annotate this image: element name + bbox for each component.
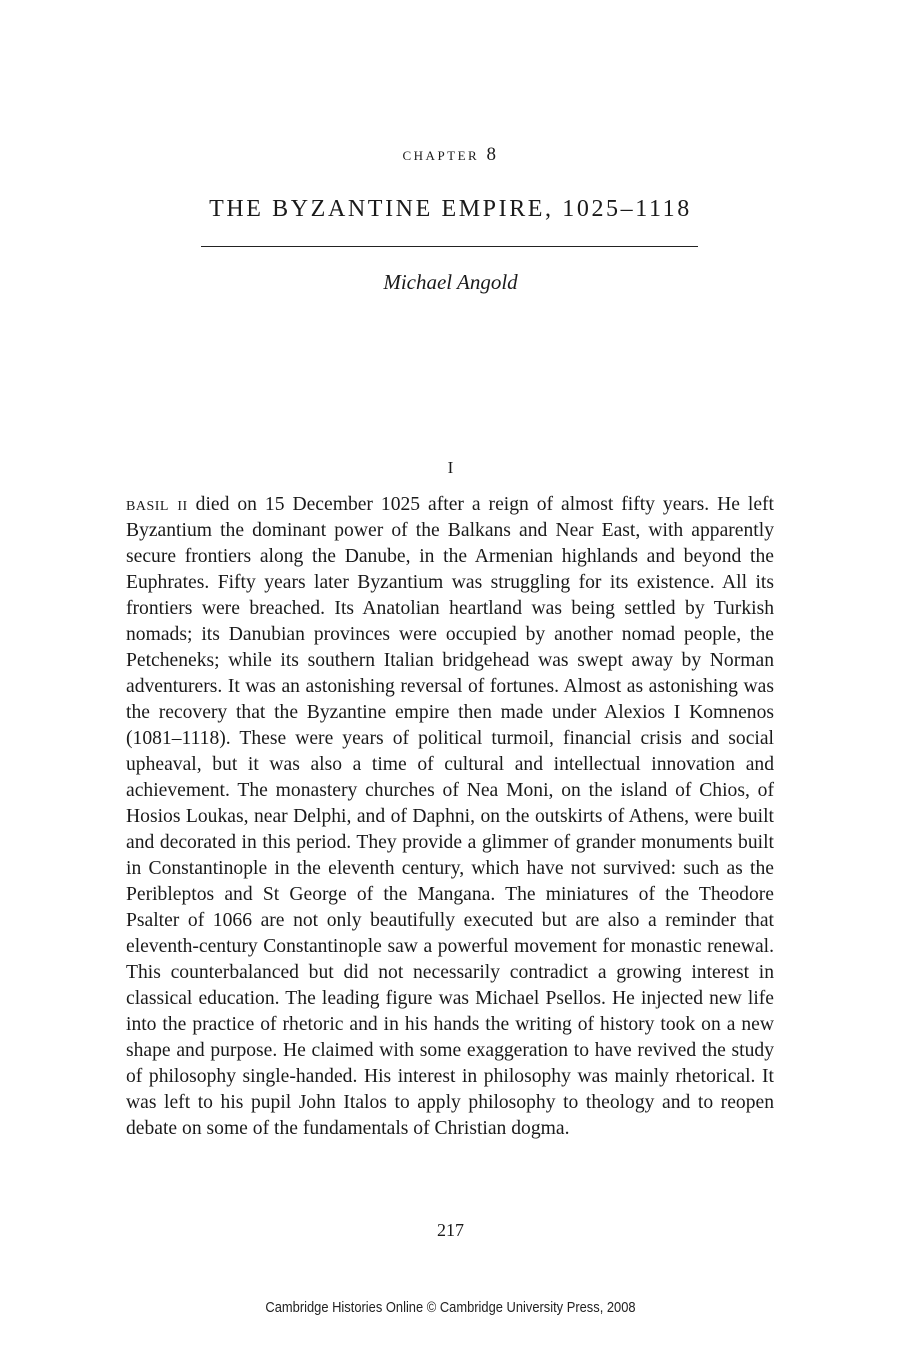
chapter-word: chapter [402,144,480,165]
chapter-number: 8 [486,144,499,165]
chapter-author: Michael Angold [383,270,518,294]
paragraph-lead-in: basil ii [126,494,188,515]
page-number: 217 [437,1220,464,1240]
copyright-footer: Cambridge Histories Online © Cambridge University Press, 2008 [265,1299,636,1316]
body-paragraph [126,492,774,1142]
chapter-label [0,144,901,166]
paragraph-text: died on 15 December 1025 after a reign of almost fifty years. He left Byzantium the dominant power of the Balkans and Near East, with apparently secure frontiers along the Danube, in the Armenian highlands and beyond the Euphrates. Fifty years later Byzantium was struggling for its existence. All its frontiers were breached. Its Anatolian heartland was being settled by Turkish nomads; its Danubian provinces were occupied by another nomad people, the Petcheneks; while its southern Italian bridgehead was swept away by Norman adventurers. It was an astonishing reversal of fortunes. Almost as astonishing was the recovery that the Byzantine empire then made under Alexios I Komnenos (1081–1118). These were years of political turmoil, financial crisis and social upheaval, but it was also a time of cultural and intellectual innovation and achievement. The monastery churches of Nea Moni, on the island of Chios, of Hosios Loukas, near Delphi, and of Daphni, on the outskirts of Athens, were built and decorated in this period. They provide a glimmer of grander monuments built in Constantinople in the eleventh century, which have not survived: such as the Peribleptos and St George of the Mangana. The miniatures of the Theodore Psalter of 1066 are not only beautifully executed but are also a reminder that eleventh-century Constantinople saw a powerful movement for monastic renewal. This counterbalanced but did not necessarily contradict a growing interest in classical education. The leading figure was Michael Psellos. He injected new life into the practice of rhetoric and in his hands the writing of history took on a new shape and purpose. He claimed with some exaggeration to have revived the study of philosophy single-handed. His interest in philosophy was mainly rhetorical. It was left to his pupil John Italos to apply philosophy to theology and to reopen debate on some of the fundamentals of Christian dogma. [126,494,775,1139]
chapter-title: THE BYZANTINE EMPIRE, 1025–1118 [209,196,692,222]
title-rule [201,246,698,247]
section-number: I [447,458,454,477]
